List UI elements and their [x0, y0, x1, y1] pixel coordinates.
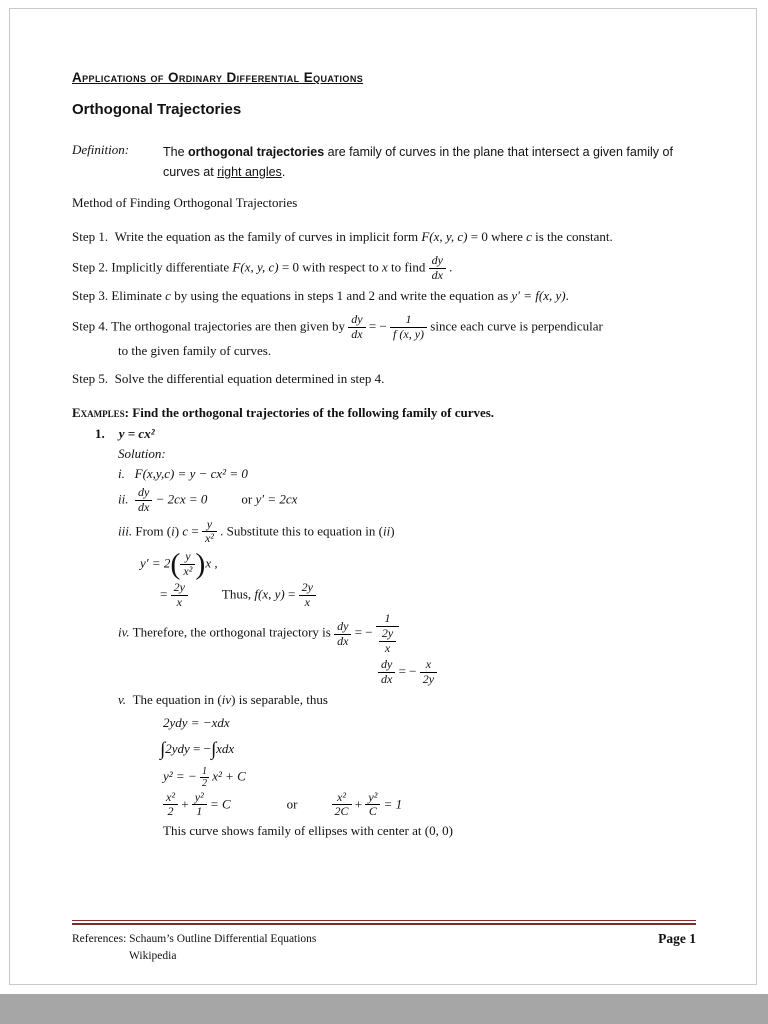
text-segment: f (x, y) — [393, 327, 425, 342]
text-segment: v. — [118, 692, 127, 708]
text-segment: i. — [118, 466, 125, 482]
text-segment: y² — [368, 789, 378, 804]
text-segment: x — [384, 640, 391, 655]
example-item-number — [95, 425, 696, 444]
text-segment: dx — [431, 267, 443, 282]
text-segment: F(x, y, c) — [232, 259, 279, 275]
text-segment: x — [176, 594, 182, 609]
fraction — [420, 658, 437, 687]
text-segment: dy — [351, 312, 363, 327]
page-content — [72, 70, 696, 841]
text-segment: ) — [390, 522, 395, 538]
step-5 — [72, 370, 696, 389]
text-segment: F(x,y,c) = y − cx² = 0 — [134, 466, 248, 482]
step-2 — [72, 254, 696, 283]
text-segment: , — [211, 555, 218, 571]
fraction — [171, 581, 188, 610]
text-segment: The equation in ( — [132, 692, 222, 708]
text-segment: ii. — [118, 491, 129, 507]
text-segment: 2y — [301, 579, 313, 594]
text-segment: Therefore, the orthogonal trajectory is — [129, 625, 335, 640]
text-segment: y² — [194, 789, 204, 804]
text-segment: x² + C — [208, 768, 246, 784]
text-segment: by using the equations in steps 1 and 2 and write the equation as — [170, 288, 512, 304]
text-segment: 2C — [334, 804, 349, 819]
text-segment: f(x, y) — [254, 586, 285, 601]
text-segment: 2ydy = −xdx — [163, 715, 230, 731]
fraction — [299, 581, 316, 610]
definition-label: Definition: — [72, 142, 130, 157]
text-segment: dx — [337, 633, 349, 648]
footer-row — [72, 931, 696, 966]
step-1 — [72, 228, 696, 247]
text-segment: y′ = f(x, y) — [511, 288, 566, 304]
text-segment: dy — [431, 252, 443, 267]
definition-text — [163, 142, 686, 182]
text-segment: ) is separable, thus — [231, 692, 328, 708]
text-segment: 1 — [384, 611, 391, 626]
text-segment: Find the orthogonal trajectories of the following family of curves. — [129, 404, 495, 420]
text-segment: This curve shows family of ellipses with center at (0, 0) — [163, 823, 453, 839]
text-segment: y² = − — [163, 768, 200, 784]
page-number: Page 1 — [658, 931, 696, 946]
page-footer — [72, 920, 696, 966]
text-segment: i — [171, 522, 175, 538]
text-segment: dx — [351, 327, 363, 342]
definition-block — [72, 142, 696, 182]
text-segment: y = cx² — [118, 426, 155, 442]
text-segment: = − — [365, 318, 391, 334]
text-segment: From ( — [132, 522, 172, 538]
text-segment: = — [188, 522, 202, 538]
text-segment: 2 — [167, 804, 174, 819]
example-math-2 — [160, 581, 696, 610]
text-segment: + — [177, 795, 192, 811]
text-segment: iv. — [118, 625, 130, 640]
text-segment: x² — [166, 789, 175, 804]
text-segment: = 0 where — [467, 229, 527, 244]
fraction — [379, 627, 396, 656]
text-segment: 1. — [95, 426, 105, 442]
examples-heading — [72, 404, 696, 423]
text-segment: x — [205, 555, 212, 571]
text-segment: y — [185, 549, 191, 564]
fraction — [376, 612, 399, 655]
text-segment: c — [526, 229, 532, 244]
text-segment: = − — [189, 740, 211, 756]
fraction — [348, 313, 365, 342]
text-segment: − 2cx = 0 — [152, 491, 208, 507]
step-4 — [72, 313, 696, 342]
example-math-1 — [140, 547, 696, 581]
example-line-iv — [118, 612, 696, 655]
text-segment: y′ = 2cx — [255, 491, 298, 507]
text-segment: 2y — [381, 626, 394, 641]
text-segment: = − — [351, 625, 376, 640]
references — [72, 931, 316, 966]
text-segment: . Substitute this to equation in ( — [216, 522, 383, 538]
text-segment: x — [425, 656, 432, 671]
text-segment: x² — [337, 789, 346, 804]
text-segment: = 1 — [380, 795, 403, 811]
text-segment: 2y — [422, 671, 435, 686]
separable-eq-2 — [160, 736, 696, 764]
text-segment: dx — [137, 499, 150, 514]
text-segment: ∫ — [160, 738, 166, 760]
fraction — [378, 658, 395, 687]
text-segment: dx — [381, 671, 393, 686]
fraction — [365, 791, 380, 820]
text-segment: 2ydy — [165, 740, 190, 756]
fraction — [332, 791, 352, 820]
text-segment: y — [206, 516, 213, 531]
references-line1: References: Schaum’s Outline Differential Equations — [72, 933, 317, 945]
footer-rule — [72, 920, 696, 925]
text-segment: C — [368, 804, 377, 819]
text-segment: y′ = 2 — [140, 555, 171, 571]
text-segment: 2y — [173, 579, 185, 594]
text-segment: Step 2. Implicitly differentiate — [72, 259, 233, 275]
text-segment: ∫ — [210, 738, 217, 760]
text-segment: 1 — [405, 312, 412, 327]
method-heading: Method of Finding Orthogonal Trajectories — [72, 195, 298, 210]
text-segment: iii. — [118, 522, 133, 538]
ellipse-note — [163, 822, 696, 841]
text-segment: = C — [206, 795, 231, 811]
text-segment: dy — [381, 656, 393, 671]
fraction — [135, 486, 152, 515]
text-segment: Examples: — [72, 404, 130, 420]
text-segment: . — [445, 259, 453, 275]
step-3 — [72, 287, 696, 306]
text-segment: Solution: — [118, 446, 166, 462]
example-line-i — [118, 465, 696, 484]
text-segment: 1 — [196, 804, 203, 819]
section-heading: Orthogonal Trajectories — [72, 101, 242, 118]
text-segment: 1 — [201, 765, 207, 777]
text-segment: ii — [382, 522, 391, 538]
text-segment: dy — [137, 484, 150, 499]
text-segment: x — [304, 594, 310, 609]
text-segment: Step 5. Solve the differential equation determined in step 4. — [72, 370, 385, 386]
step-4-continued — [118, 342, 696, 361]
references-line2: Wikipedia — [129, 950, 177, 963]
text-segment: ( — [170, 547, 181, 581]
text-segment — [125, 466, 135, 481]
text-segment: or — [241, 491, 256, 507]
example-line-iii — [118, 518, 696, 547]
fraction — [202, 518, 217, 547]
fraction — [200, 766, 209, 789]
fraction — [180, 550, 195, 579]
text-segment: = — [160, 586, 171, 601]
fraction — [429, 254, 446, 283]
document-title: Applications of Ordinary Differential Equations — [72, 70, 364, 85]
text-segment: Step 1. Write the equation as the family of curves in implicit form — [72, 229, 422, 244]
text-segment: right angles — [217, 165, 282, 179]
text-segment: Step 4. The orthogonal trajectories are then given by — [72, 318, 349, 334]
text-segment: xdx — [216, 740, 235, 756]
text-segment: = — [284, 586, 299, 601]
text-segment: Thus, — [221, 586, 255, 601]
text-segment: ) — [195, 547, 206, 581]
text-segment: = − — [395, 662, 420, 678]
text-segment: x² — [183, 563, 193, 578]
text-segment: dy — [337, 618, 349, 633]
text-segment: 2 — [201, 777, 207, 789]
text-segment: c — [182, 522, 189, 538]
text-segment: are family of curves in the plane that intersect a given family of curves at — [163, 145, 673, 179]
text-segment: to the given family of curves. — [118, 342, 272, 358]
text-segment: c — [165, 288, 171, 304]
fraction — [390, 313, 427, 342]
text-segment: since each curve is perpendicular — [427, 318, 603, 334]
separable-eq-4 — [163, 791, 696, 820]
example-line-v — [118, 691, 696, 710]
text-segment: is the constant. — [531, 229, 613, 244]
text-segment: orthogonal trajectories — [188, 145, 325, 159]
text-segment: The — [163, 145, 189, 159]
text-segment: = 0 with respect to — [278, 259, 382, 275]
separable-eq-1 — [163, 714, 696, 733]
example-line-ii — [118, 486, 696, 515]
text-segment: . — [281, 165, 286, 179]
text-segment: Step 3. Eliminate — [72, 288, 166, 304]
separable-eq-3 — [163, 766, 696, 789]
fraction — [334, 620, 351, 649]
text-segment: + — [351, 795, 366, 811]
text-segment: or — [286, 795, 298, 811]
example-line-iv-continued — [378, 658, 696, 687]
text-segment: x² — [204, 531, 214, 546]
text-segment: ) — [174, 522, 183, 538]
fraction — [163, 791, 178, 820]
text-segment: F(x, y, c) — [421, 229, 468, 244]
text-segment: to find — [387, 259, 429, 275]
text-segment: x — [382, 259, 388, 275]
text-segment: . — [565, 288, 569, 304]
text-segment: iv — [221, 692, 232, 708]
fraction — [192, 791, 207, 820]
solution-label — [118, 445, 696, 464]
